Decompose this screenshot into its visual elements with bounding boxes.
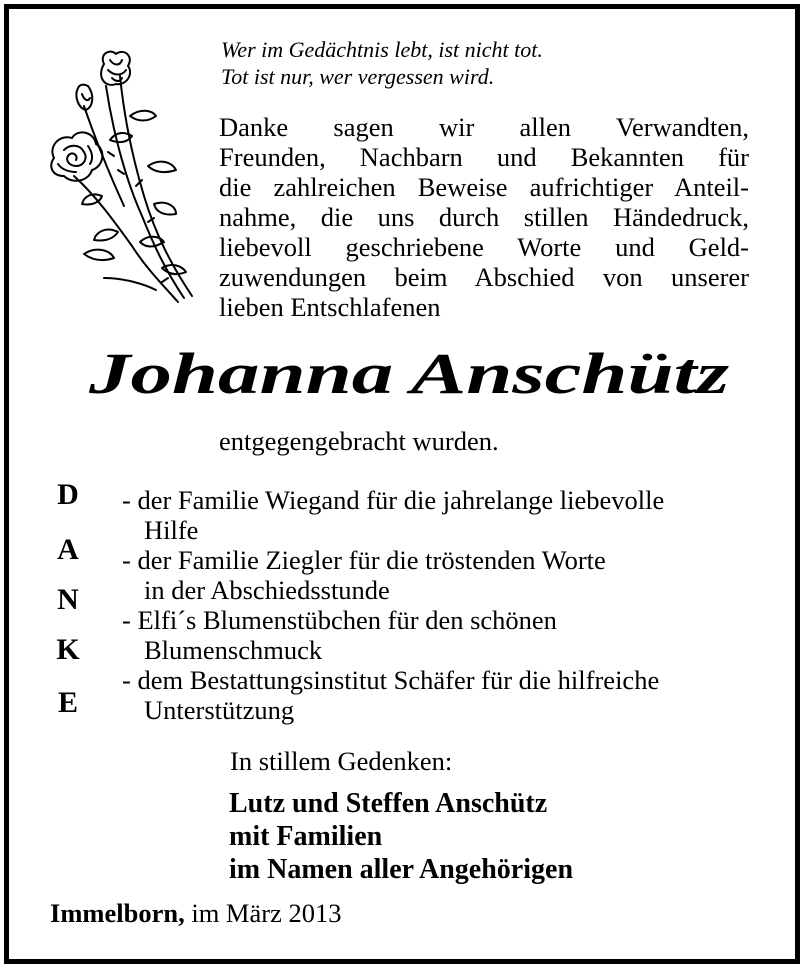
thanks-line-2: Freunden, Nachbarn und Bekannten für xyxy=(219,142,750,172)
danke-letter-n: N xyxy=(57,583,79,616)
signers xyxy=(229,787,573,886)
list-item-continuation: Blumenschmuck xyxy=(144,635,323,665)
after-name-text: entgegengebracht wurden. xyxy=(219,426,499,456)
list-item: - Elfi´s Blumenstübchen für den schönen xyxy=(122,605,557,635)
rose-illustration-icon xyxy=(44,46,204,308)
place-name: Immelborn, xyxy=(50,898,185,928)
danke-letter-d: D xyxy=(57,478,79,511)
thanks-line-1: Danke sagen wir allen Verwandten, xyxy=(219,112,749,142)
place-date xyxy=(50,898,341,929)
signer-line-3: im Namen aller Angehörigen xyxy=(229,854,574,885)
deceased-name-text: Johanna Anschütz xyxy=(87,343,730,406)
signer-line-1: Lutz und Steffen Anschütz xyxy=(229,788,548,819)
motto xyxy=(221,36,543,90)
thanks-line-7: lieben Entschlafenen xyxy=(219,292,441,322)
danke-letter-k: K xyxy=(56,633,80,666)
list-item-continuation: in der Abschiedsstunde xyxy=(144,575,390,605)
closing-text: In stillem Gedenken: xyxy=(230,746,453,776)
thanks-paragraph xyxy=(219,112,749,322)
danke-letter-e: E xyxy=(57,686,78,719)
signer-line-2: mit Familien xyxy=(229,821,383,852)
thanks-line-4: nahme, die uns durch stillen Händedruck, xyxy=(219,202,750,232)
motto-line-2: Tot ist nur, wer vergessen wird. xyxy=(221,64,495,89)
danke-letter-a: A xyxy=(57,533,79,566)
thanks-line-6: zuwendungen beim Abschied von unserer xyxy=(219,262,750,292)
thanks-line-5: liebevoll geschriebene Worte und Geld- xyxy=(219,232,750,262)
list-item: - der Familie Wiegand für die jahrelange liebevolle xyxy=(122,485,665,515)
list-item-continuation: Unterstützung xyxy=(144,695,295,725)
motto-line-1: Wer im Gedächtnis lebt, ist nicht tot. xyxy=(221,37,543,62)
thanks-line-3: die zahlreichen Beweise aufrichtiger Anteil- xyxy=(219,172,749,202)
thanks-list xyxy=(122,485,664,725)
date-text: im März 2013 xyxy=(191,898,342,928)
deceased-name xyxy=(84,343,734,409)
list-item-continuation: Hilfe xyxy=(144,515,199,545)
list-item: - der Familie Ziegler für die tröstenden Worte xyxy=(122,545,606,575)
list-item: - dem Bestattungsinstitut Schäfer für die hilfreiche xyxy=(122,665,660,695)
